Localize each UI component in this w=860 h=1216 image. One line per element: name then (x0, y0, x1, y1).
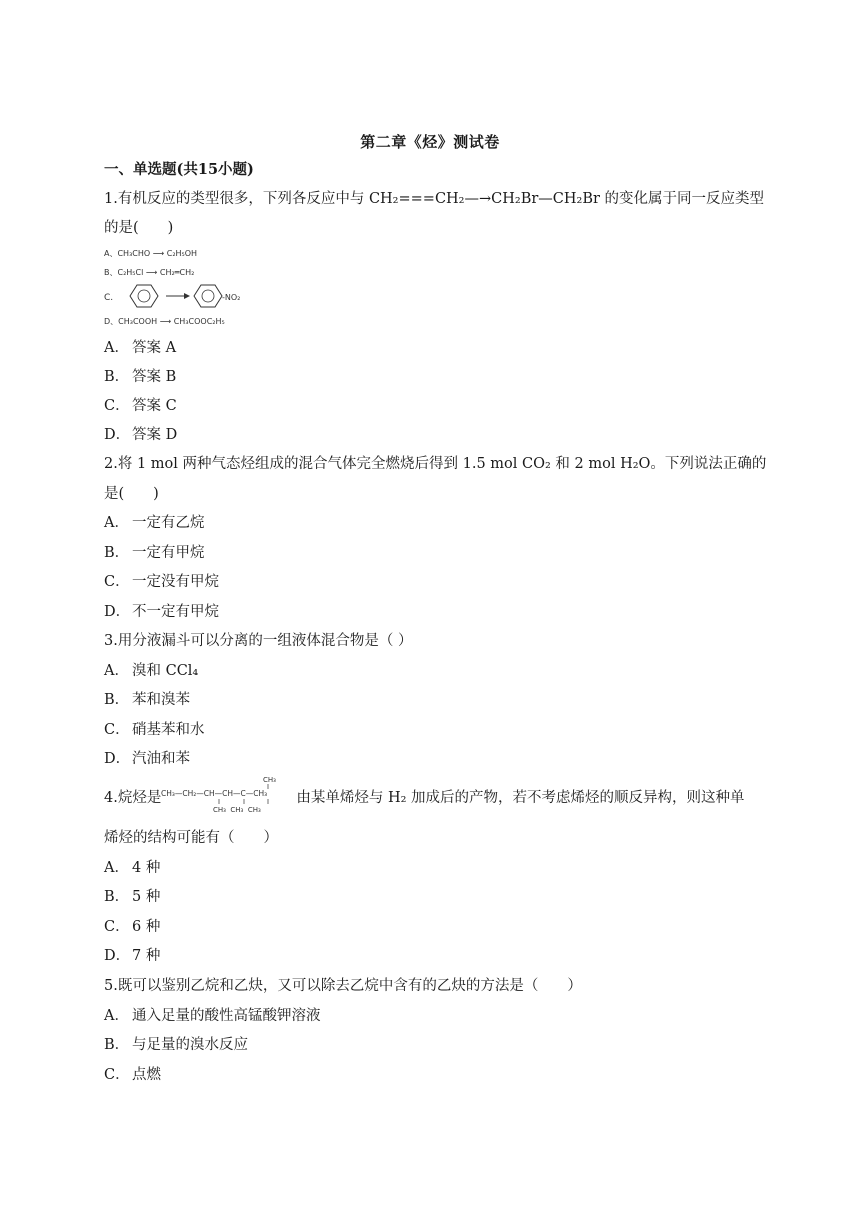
option-letter: C． (104, 722, 130, 738)
q5-option-c (104, 1065, 161, 1085)
nitro-group-label: -NO₂ (222, 293, 241, 302)
q1-option-a (104, 338, 176, 358)
q3-stem: 3.用分液漏斗可以分离的一组液体混合物是（ ） (104, 633, 413, 649)
option-letter: B． (104, 692, 130, 708)
option-letter: B． (104, 545, 130, 561)
option-text: 4 种 (132, 860, 161, 876)
q5-stem: 5.既可以鉴别乙烷和乙炔，又可以除去乙烷中含有的乙炔的方法是（ ） (104, 978, 582, 994)
q1-image-option-a: A、CH₃CHO ⟶ C₂H₅OH (104, 249, 198, 258)
option-text: 溴和 CCl₄ (132, 663, 199, 679)
option-letter: C． (104, 398, 130, 414)
nitrobenzene-ring-icon (194, 285, 222, 307)
option-text: 不一定有甲烷 (132, 604, 219, 620)
q2-option-b (104, 543, 205, 563)
q5-option-a (104, 1006, 321, 1026)
page-title: 第二章《烃》测试卷 (360, 133, 500, 151)
q4-stem-line1 (104, 776, 745, 814)
q3-option-c (104, 720, 205, 740)
q4-option-b (104, 887, 160, 907)
q4-option-c (104, 917, 160, 937)
option-letter: B． (104, 369, 130, 385)
option-text: 答案 A (132, 340, 177, 356)
option-text: 一定没有甲烷 (132, 574, 219, 590)
formula-main-chain: CH₃—CH₂—CH—CH—C—CH₃ (161, 789, 268, 798)
option-letter: A． (104, 860, 129, 876)
q1-image-option-d: D、CH₃COOH ⟶ CH₃COOC₂H₅ (104, 317, 225, 326)
option-letter: B． (104, 889, 130, 905)
option-text: 通入足量的酸性高锰酸钾溶液 (132, 1008, 321, 1024)
benzene-ring-icon (130, 285, 158, 307)
option-text: 答案 B (132, 369, 177, 385)
option-text: 7 种 (132, 948, 161, 964)
option-text: 点燃 (132, 1067, 161, 1083)
option-letter: D． (104, 948, 131, 964)
option-letter: D． (104, 427, 131, 443)
q1-c-label: C. (104, 293, 114, 303)
q1-option-c (104, 396, 177, 416)
q1-image-option-b: B、C₂H₅Cl ⟶ CH₂═CH₂ (104, 268, 195, 277)
option-letter: A． (104, 663, 129, 679)
option-text: 汽油和苯 (132, 751, 190, 767)
formula-bottom-methyls: CH₃ CH₃ CH₃ (213, 806, 262, 814)
alkane-formula-diagram (161, 774, 296, 818)
alkane-structural-formula (161, 776, 296, 814)
benzene-nitration-diagram (104, 283, 284, 309)
q1-stem-line2: 的是( ) (104, 220, 174, 236)
q4-option-a (104, 858, 160, 878)
formula-top-methyl: CH₃ (263, 776, 277, 784)
option-text: 答案 C (132, 398, 177, 414)
q2-option-a (104, 513, 205, 533)
option-text: 答案 D (132, 427, 178, 443)
q1-option-b (104, 367, 176, 387)
q1-option-d (104, 425, 177, 445)
q4-stem-line2: 烯烃的结构可能有（ ） (104, 830, 278, 846)
q1-image-option-c (104, 283, 284, 309)
q3-option-d (104, 749, 190, 769)
q1-stem-line1: 1.有机反应的类型很多，下列各反应中与 CH₂===CH₂—→CH₂Br—CH₂Br 的变化属于同一反应类型 (104, 191, 765, 207)
option-letter: C． (104, 1067, 130, 1083)
option-text: 一定有乙烷 (132, 515, 205, 531)
option-text: 与足量的溴水反应 (132, 1037, 248, 1053)
q2-stem-line1: 2.将 1 mol 两种气态烃组成的混合气体完全燃烧后得到 1.5 mol CO₂ 和 2 mol H₂O。下列说法正确的 (104, 456, 767, 472)
option-letter: C． (104, 574, 130, 590)
q3-option-b (104, 690, 190, 710)
q2-stem-line2: 是( ) (104, 486, 159, 502)
option-text: 硝基苯和水 (132, 722, 205, 738)
option-letter: B． (104, 1037, 130, 1053)
section-heading: 一、单选题(共15小题) (104, 161, 254, 178)
option-text: 苯和溴苯 (132, 692, 190, 708)
option-text: 5 种 (132, 889, 161, 905)
q2-option-c (104, 572, 219, 592)
q4-stem-suffix: 由某单烯烃与 H₂ 加成后的产物，若不考虑烯烃的顺反异构，则这种单 (296, 790, 745, 806)
q4-stem-prefix: 4.烷烃是 (104, 790, 162, 806)
option-letter: A． (104, 515, 129, 531)
q4-option-d (104, 946, 160, 966)
q2-option-d (104, 602, 219, 622)
option-letter: D． (104, 604, 131, 620)
option-letter: A． (104, 340, 129, 356)
option-text: 一定有甲烷 (132, 545, 205, 561)
q5-option-b (104, 1035, 248, 1055)
option-text: 6 种 (132, 919, 161, 935)
option-letter: C． (104, 919, 130, 935)
option-letter: A． (104, 1008, 129, 1024)
option-letter: D． (104, 751, 131, 767)
q3-option-a (104, 661, 198, 681)
